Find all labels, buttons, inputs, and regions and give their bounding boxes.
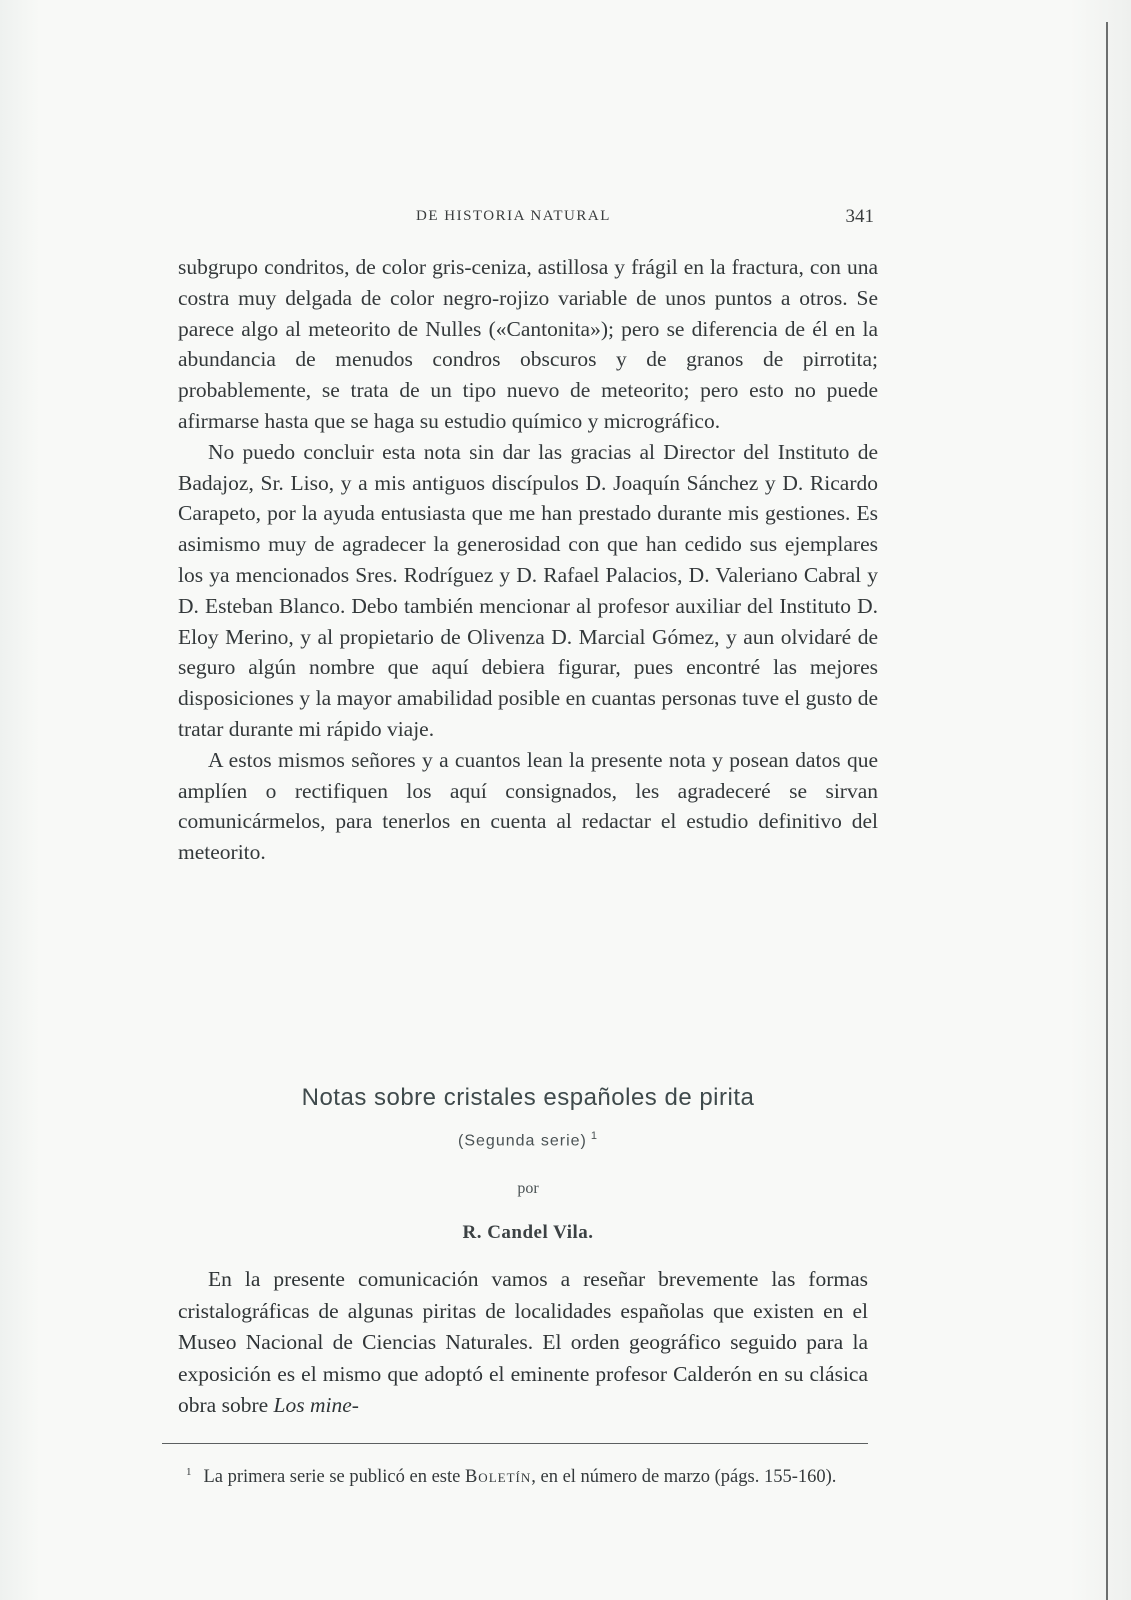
footnote-mark: 1: [186, 1466, 192, 1478]
paragraph-meteorite-description: subgrupo condritos, de color gris-ceniza, astillosa y frágil en la fractura, con una costra muy delgada de color negro-rojizo variable de unos puntos a otros. Se parece algo al meteorito de Nulles («Cantonita»); pero se diferencia de él en la abundancia de menudos condros obscuros y de granos de pirrotita; probablemente, se trata de un tipo nuevo de meteorito; pero esto no puede afirmarse hasta que se haga su estudio químico y micrográfico.: [178, 255, 878, 433]
page-number: 341: [845, 206, 874, 227]
footnote-divider: [162, 1443, 868, 1444]
footnote-journal: Boletín: [464, 1467, 532, 1488]
article-continuation: [178, 252, 878, 868]
running-head-title: DE HISTORIA NATURAL: [416, 208, 611, 224]
paragraph-introduction-italic: Los mine-: [273, 1393, 359, 1417]
section-by: por: [517, 1180, 539, 1197]
footnote-reference: 1: [590, 1130, 598, 1142]
section-subtitle: [178, 1130, 878, 1150]
running-head: [180, 208, 874, 232]
section-subtitle-text: (Segunda serie): [458, 1132, 587, 1150]
paragraph-acknowledgements: No puedo concluir esta nota sin dar las gracias al Director del Instituto de Badajoz, Sr. Liso, y a mis antiguos discípulos D. Joaquín Sánchez y D. Ricardo Carapeto, por la ayuda entusiasta que me han prestado durante mis gestiones. Es asimismo muy de agradecer la generosidad con que han cedido sus ejemplares los ya mencionados Sres. Rodríguez y D. Rafael Palacios, D. Valeriano Cabral y D. Esteban Blanco. Debo también mencionar al profesor auxiliar del Instituto D. Eloy Merino, y al propietario de Olivenza D. Marcial Gómez, y aun olvidaré de seguro algún nombre que aquí debiera figurar, pues encontré las mejores disposiciones y la mayor amabilidad posible en cuantas personas tuve el gusto de tratar durante mi rápido viaje.: [178, 439, 878, 741]
paragraph-introduction-text: En la presente comunicación vamos a reseñar brevemente las formas cristalográficas de algunas piritas de localidades españolas que existen en el Museo Nacional de Ciencias Naturales. El orden geográfico seguido para la exposición es el mismo que adoptó el eminente profesor Calderón en su clásica obra sobre: [178, 1267, 868, 1417]
section-author: R. Candel Vila.: [462, 1222, 594, 1243]
section-title: Notas sobre cristales españoles de pirita: [301, 1084, 755, 1111]
footnote-text-before: La primera serie se publicó en este: [203, 1467, 461, 1488]
paragraph-introduction: [178, 1264, 868, 1422]
footnote: [160, 1460, 868, 1490]
footnote-text-after: , en el número de marzo (págs. 155-160).: [531, 1467, 837, 1488]
article-body: [178, 1264, 868, 1422]
paragraph-request-data: A estos mismos señores y a cuantos lean la presente nota y posean datos que amplíen o rectifiquen los aquí consignados, les agradeceré se sirvan comunicármelos, para tenerlos en cuenta al redactar el estudio definitivo del meteorito.: [178, 747, 878, 865]
